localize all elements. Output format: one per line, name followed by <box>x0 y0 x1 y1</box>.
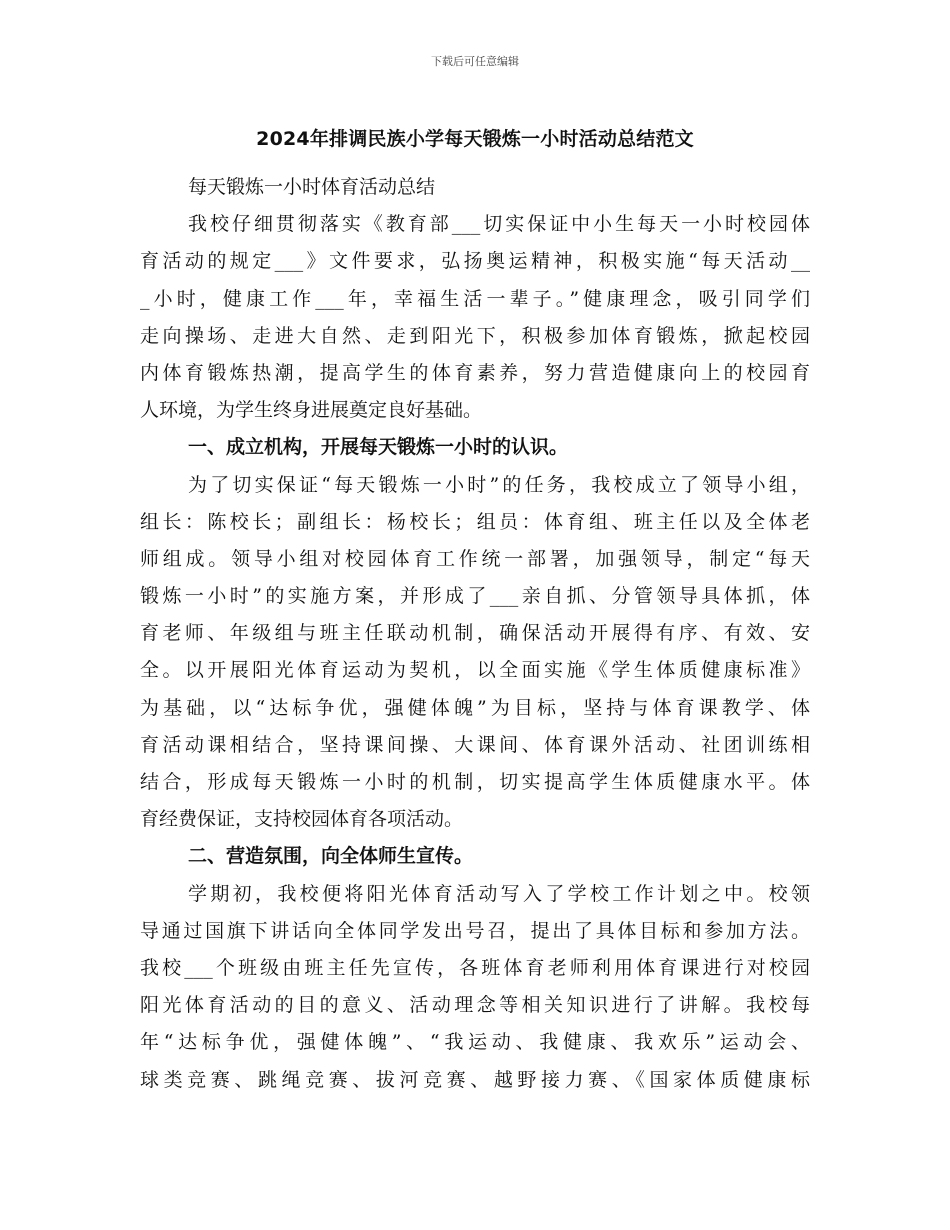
section-heading: 二、营造氛围，向全体师生宣传。 <box>188 845 474 868</box>
paragraph-line: 人环境，为学生终身进展奠定良好基础。 <box>140 399 483 422</box>
paragraph-line: 阳光体育活动的目的意义、活动理念等相关知识进行了讲解。我校每 <box>140 994 810 1017</box>
paragraph-line: 育活动课相结合，坚持课间操、大课间、体育课外活动、社团训练相 <box>140 733 810 756</box>
paragraph-line: _小时，健康工作___年，幸福生活一辈子。”健康理念，吸引同学们 <box>140 287 810 310</box>
paragraph-line: 走向操场、走进大自然、走到阳光下，积极参加体育锻炼，掀起校园 <box>140 324 810 347</box>
paragraph-line: 为基础，以“达标争优，强健体魄”为目标，坚持与体育课教学、体 <box>140 696 810 719</box>
document-body <box>140 169 810 1099</box>
paragraph-line: 年“达标争优，强健体魄”、“我运动、我健康、我欢乐”运动会、 <box>140 1031 810 1054</box>
paragraph-line: 结合，形成每天锻炼一小时的机制，切实提高学生体质健康水平。体 <box>140 771 810 793</box>
paragraph-line: 为了切实保证“每天锻炼一小时”的任务，我校成立了领导小组， <box>188 473 810 496</box>
paragraph-line: 育经费保证，支持校园体育各项活动。 <box>140 808 464 831</box>
paragraph-line: 育活动的规定___》文件要求，弘扬奥运精神，积极实施“每天活动__ <box>140 250 810 273</box>
paragraph-line: 学期初，我校便将阳光体育活动写入了学校工作计划之中。校领 <box>188 882 810 905</box>
paragraph-line: 球类竞赛、跳绳竞赛、拔河竞赛、越野接力赛、《国家体质健康标 <box>140 1068 810 1091</box>
page-header: 下载后可任意编辑 <box>431 55 519 68</box>
section-heading: 一、成立机构，开展每天锻炼一小时的认识。 <box>188 436 569 459</box>
document-title: 2024年排调民族小学每天锻炼一小时活动总结范文 <box>256 128 694 150</box>
paragraph-line: 我校仔细贯彻落实《教育部___切实保证中小生每天一小时校园体 <box>188 213 810 236</box>
paragraph-line: 锻炼一小时”的实施方案，并形成了___亲自抓、分管领导具体抓，体 <box>140 585 810 608</box>
paragraph-line: 每天锻炼一小时体育活动总结 <box>188 176 436 198</box>
paragraph-line: 全。以开展阳光体育运动为契机，以全面实施《学生体质健康标准》 <box>140 659 810 682</box>
paragraph-line: 育老师、年级组与班主任联动机制，确保活动开展得有序、有效、安 <box>140 622 810 645</box>
paragraph-line: 师组成。领导小组对校园体育工作统一部署，加强领导，制定“每天 <box>140 547 810 570</box>
paragraph-line: 组长：陈校长；副组长：杨校长；组员：体育组、班主任以及全体老 <box>140 510 810 533</box>
paragraph-line: 导通过国旗下讲话向全体同学发出号召，提出了具体目标和参加方法。 <box>140 919 810 942</box>
paragraph-line: 内体育锻炼热潮，提高学生的体育素养，努力营造健康向上的校园育 <box>140 361 810 384</box>
paragraph-line: 我校___个班级由班主任先宣传，各班体育老师利用体育课进行对校园 <box>140 956 810 979</box>
